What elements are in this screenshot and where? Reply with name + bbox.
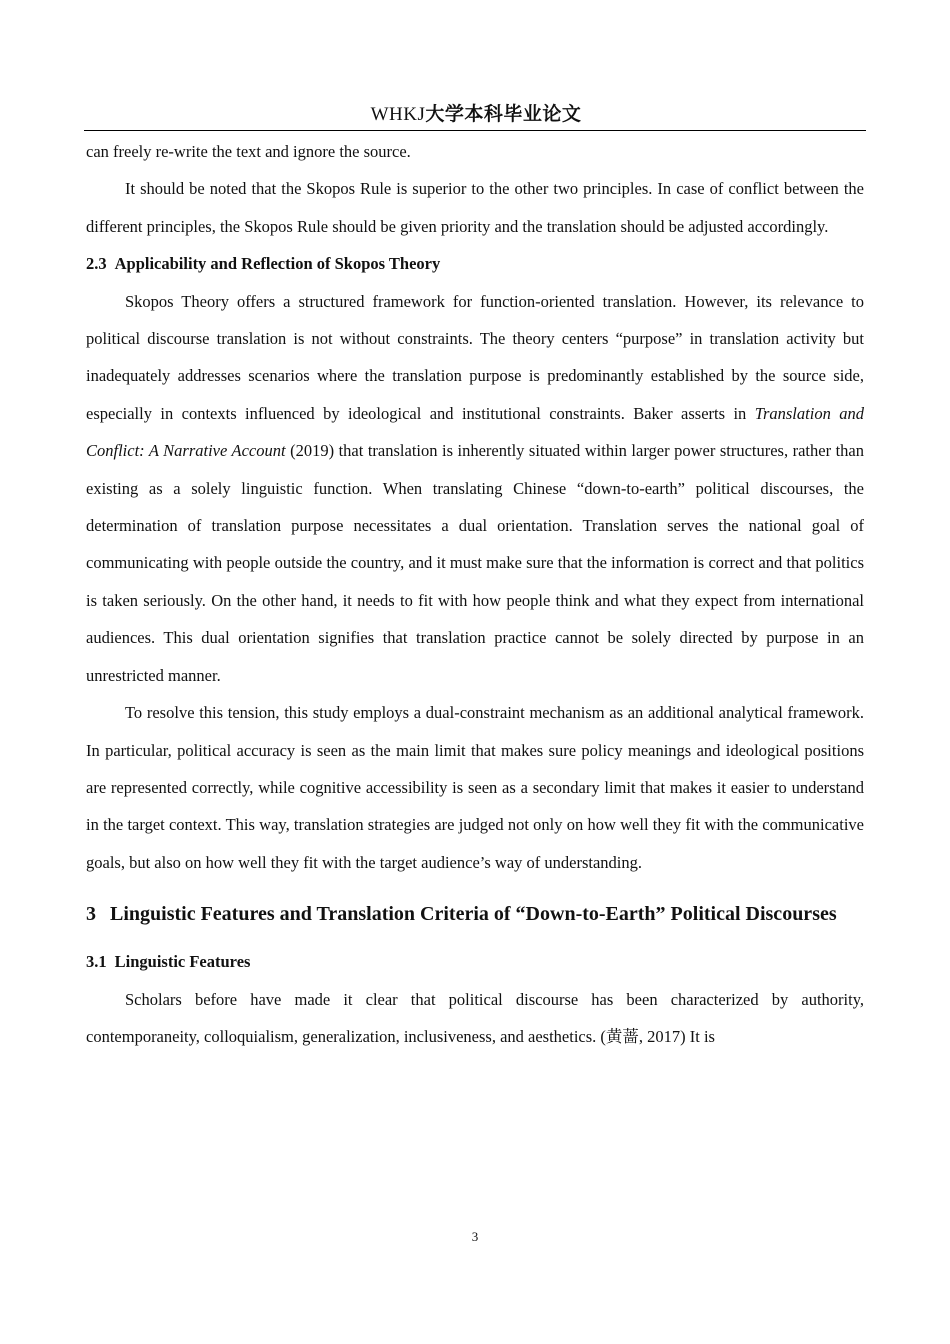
section-3-1-title: Linguistic Features bbox=[114, 952, 251, 972]
paragraph-skopos-priority: It should be noted that the Skopos Rule is superior to the other two principles. In case of conflict between the different principles, the Skopos Rule should be given priority and the translation should be adjusted accordingly. bbox=[86, 179, 864, 236]
section-3-1-heading bbox=[86, 943, 864, 980]
page-number: 3 bbox=[471, 1229, 479, 1244]
page-body bbox=[86, 133, 864, 1055]
book-title: Translation and Conflict: A Narrative Account bbox=[86, 403, 864, 461]
section-2-3-heading bbox=[86, 245, 864, 282]
header-code: WHKJ bbox=[370, 104, 426, 125]
paragraph-continuation: can freely re-write the text and ignore the source. bbox=[86, 142, 411, 161]
section-3-number: 3 bbox=[86, 903, 96, 926]
paragraph-linguistic-features: Scholars before have made it clear that political discourse has been characterized by authority, contemporaneity, colloquialism, generalization, inclusiveness, and aesthetics. (黄蔷, 2017) It is bbox=[86, 989, 864, 1046]
paragraph-text-part-2: (2019) that translation is inherently situated within larger power structures, rather than existing as a solely linguistic function. When translating Chinese “down-to-earth” political discourses, the determination of translation purpose necessitates a dual orientation. Translation serves the national goal of communicating with people outside the country, and it must make sure that the information is correct and that politics is taken seriously. On the other hand, it needs to fit with how people think and what they expect from international audiences. This dual orientation signifies that translation practice cannot be solely directed by purpose in an unrestricted manner. bbox=[86, 441, 864, 685]
paragraph-dual-constraint: To resolve this tension, this study employs a dual-constraint mechanism as an additional analytical framework. In particular, political accuracy is seen as the main limit that makes sure policy meanings and ideological positions are represented correctly, while cognitive accessibility is seen as a secondary limit that makes it easier to understand in the target context. This way, translation strategies are judged not only on how well they fit with the communicative goals, but also on how well they fit with the target audience’s way of understanding. bbox=[86, 703, 864, 872]
section-3-heading bbox=[86, 889, 864, 939]
section-3-title: Linguistic Features and Translation Criteria of “Down-to-Earth” Political Discourses bbox=[110, 903, 837, 926]
header-rule bbox=[84, 130, 866, 131]
running-header bbox=[86, 101, 866, 128]
paragraph-text-part-1: Skopos Theory offers a structured framework for function-oriented translation. However, its relevance to political discourse translation is not without constraints. The theory centers “purpose” in translation activity but inadequately addresses scenarios where the translation purpose is predominantly established by the source side, especially in contexts influenced by ideological and institutional constraints. Baker asserts in bbox=[86, 291, 864, 423]
section-3-1-number: 3.1 bbox=[86, 952, 107, 972]
section-2-3-number: 2.3 bbox=[86, 254, 107, 274]
section-2-3-title: Applicability and Reflection of Skopos Theory bbox=[114, 254, 441, 274]
paragraph-skopos-applicability bbox=[86, 283, 864, 694]
header-title: 大学本科毕业论文 bbox=[425, 103, 582, 125]
